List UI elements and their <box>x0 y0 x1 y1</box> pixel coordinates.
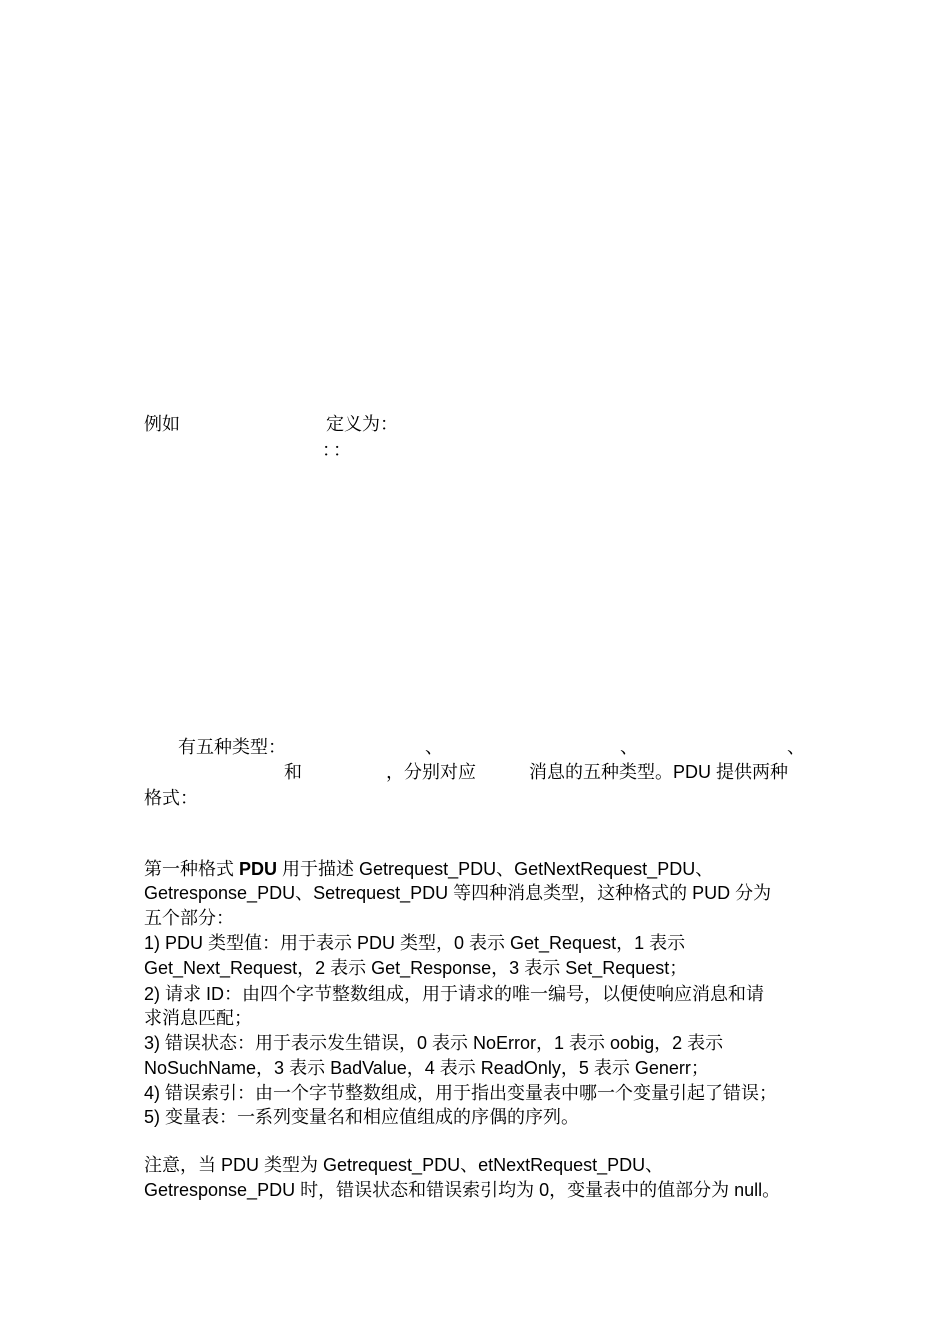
fragment2-and: 和 <box>284 762 302 782</box>
format1-intro-prefix: 第一种格式 <box>144 859 234 879</box>
format1-intro-bold: PDU <box>239 859 278 879</box>
fragment2-line3: 格式： <box>144 788 198 808</box>
fragment2-mid: ，分别对应 <box>386 762 476 782</box>
format1-item-line: 2) 请求 ID：由四个字节整数组成，用于请求的唯一编号，以便使响应消息和请 <box>144 984 765 1004</box>
format1-item-line: 求消息匹配； <box>144 1008 252 1028</box>
fragment2-lead: 有五种类型： <box>178 737 286 757</box>
note-line2: Getresponse_PDU 时，错误状态和错误索引均为 0，变量表中的值部分为 null。 <box>144 1180 781 1200</box>
fragment2-sep-2: 、 <box>620 737 638 757</box>
fragment1-defined-as: 定义为： <box>326 414 398 434</box>
format1-item-line: 3) 错误状态：用于表示发生错误，0 表示 NoError，1 表示 oobig，2 表示 <box>144 1033 724 1053</box>
format1-intro-suffix: 用于描述 Getrequest_PDU、GetNextRequest_PDU、 <box>282 859 714 879</box>
fragment2-sep-3: 、 <box>787 737 805 757</box>
format1-item-line: NoSuchName，3 表示 BadValue，4 表示 ReadOnly，5 表示 Generr； <box>144 1058 709 1078</box>
format1-intro-line2: Getresponse_PDU、Setrequest_PDU 等四种消息类型，这种格式的 PUD 分为 <box>144 883 772 903</box>
fragment1-colons: ：： <box>322 440 353 460</box>
format1-item-line: 4) 错误索引：由一个字节整数组成，用于指出变量表中哪一个变量引起了错误； <box>144 1083 778 1103</box>
format1-intro-line1 <box>144 857 713 881</box>
format1-item-line: Get_Next_Request，2 表示 Get_Response，3 表示 Set_Request； <box>144 958 688 978</box>
fragment2-sep-1: 、 <box>425 737 443 757</box>
format1-item-line: 5) 变量表：一系列变量名和相应值组成的序偶的序列。 <box>144 1107 580 1127</box>
note-line1: 注意，当 PDU 类型为 Getrequest_PDU、etNextRequest_PDU、 <box>144 1155 664 1175</box>
fragment2-end: 消息的五种类型。PDU 提供两种 <box>529 762 789 782</box>
fragment1-lead: 例如 <box>144 414 180 434</box>
format1-item-line: 1) PDU 类型值：用于表示 PDU 类型，0 表示 Get_Request，1 表示 <box>144 933 686 953</box>
format1-intro-line3: 五个部分： <box>144 908 234 928</box>
